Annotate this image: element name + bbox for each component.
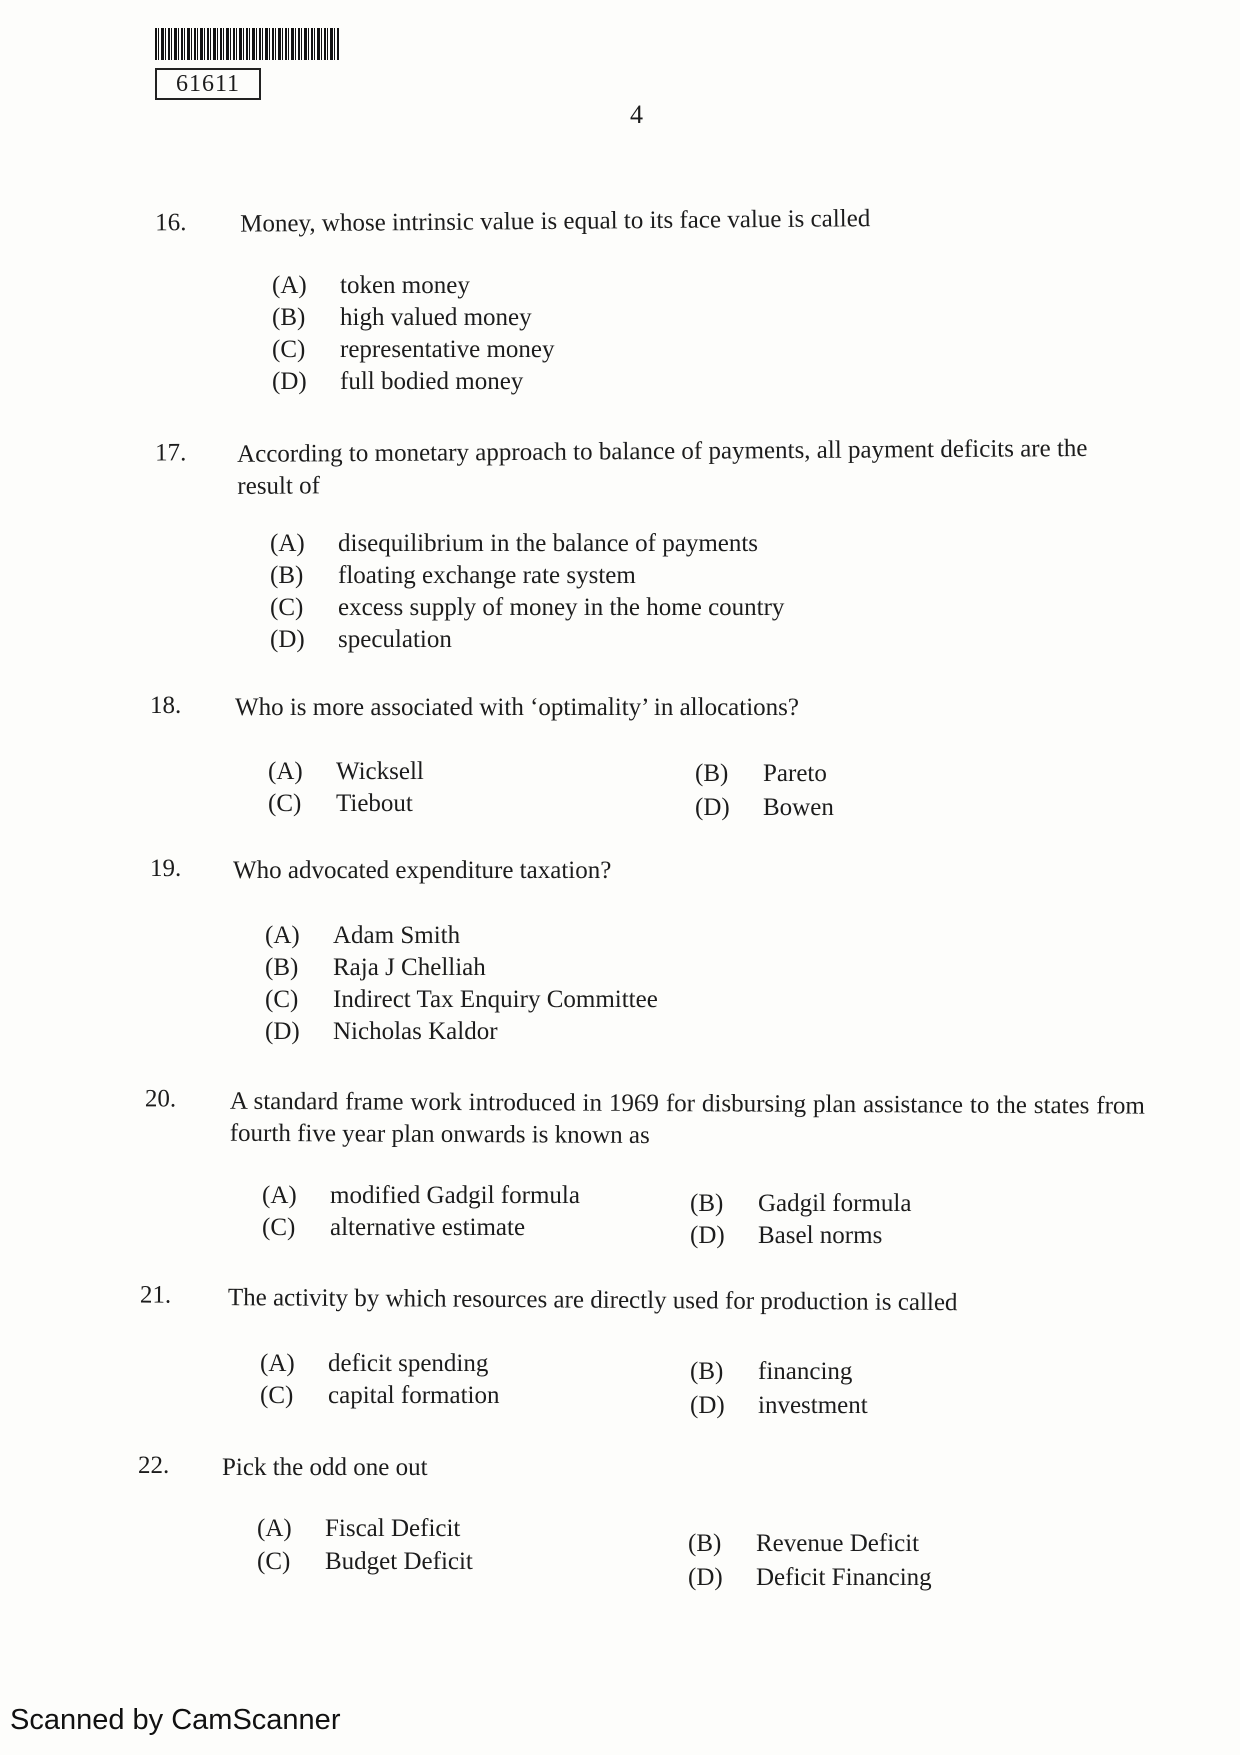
question-number: 17. <box>155 439 187 467</box>
question-number: 16. <box>155 209 187 237</box>
option: (A) Adam Smith <box>265 922 461 949</box>
option: (D) Basel norms <box>690 1222 883 1249</box>
question-16 <box>155 201 1155 238</box>
option: (B) floating exchange rate system <box>270 562 636 589</box>
option: (C) capital formation <box>260 1382 500 1409</box>
question-text: Pick the odd one out <box>222 1454 428 1481</box>
page-number: 4 <box>630 100 643 129</box>
faded-stamp-mark <box>900 8 1090 38</box>
question-text: Money, whose intrinsic value is equal to its face value is called <box>240 205 871 238</box>
question-20 <box>144 1085 1155 1149</box>
question-text: Who is more associated with ‘optimality’ in allocations? <box>235 694 799 721</box>
option: (B) Gadgil formula <box>690 1190 912 1217</box>
option: (A) Fiscal Deficit <box>257 1515 461 1542</box>
question-text: A standard frame work introduced in 1969 for disbursing plan assistance to the states from fourth five year plan onwards is known as <box>229 1087 1145 1149</box>
option: (B) Raja J Chelliah <box>265 954 486 981</box>
option: (D) speculation <box>270 626 452 653</box>
option: (C) Indirect Tax Enquiry Committee <box>265 986 658 1013</box>
option: (C) representative money <box>272 336 555 363</box>
option: (C) Tiebout <box>268 790 413 817</box>
question-number: 19. <box>150 855 182 882</box>
question-text: According to monetary approach to balance of payments, all payment deficits are the result of <box>237 434 1088 500</box>
option: (D) Nicholas Kaldor <box>265 1018 498 1045</box>
question-number: 21. <box>139 1281 172 1309</box>
question-text: Who advocated expenditure taxation? <box>233 857 612 884</box>
option: (D) Bowen <box>695 794 834 821</box>
option: (A) modified Gadgil formula <box>262 1182 580 1209</box>
option: (A) Wicksell <box>268 758 424 785</box>
option: (D) full bodied money <box>272 368 524 395</box>
option: (D) investment <box>690 1392 868 1419</box>
question-number: 18. <box>150 692 182 719</box>
question-21 <box>139 1281 1150 1317</box>
scanner-watermark: Scanned by CamScanner <box>10 1704 341 1736</box>
option: (C) Budget Deficit <box>257 1548 473 1575</box>
question-17 <box>155 433 1155 500</box>
option: (C) alternative estimate <box>262 1214 526 1241</box>
option: (B) financing <box>690 1358 853 1385</box>
option: (C) excess supply of money in the home country <box>270 594 785 621</box>
option: (D) Deficit Financing <box>688 1564 932 1591</box>
option: (A) deficit spending <box>260 1350 489 1377</box>
question-text: The activity by which resources are directly used for production is called <box>227 1284 958 1317</box>
question-number: 20. <box>144 1085 177 1113</box>
option: (A) disequilibrium in the balance of payments <box>270 530 759 557</box>
paper-code: 61611 <box>155 68 261 100</box>
barcode <box>155 28 340 60</box>
option: (B) high valued money <box>272 304 532 331</box>
option: (A) token money <box>272 272 470 299</box>
question-number: 22. <box>138 1452 170 1479</box>
option: (B) Pareto <box>695 760 827 787</box>
option: (B) Revenue Deficit <box>688 1530 920 1557</box>
